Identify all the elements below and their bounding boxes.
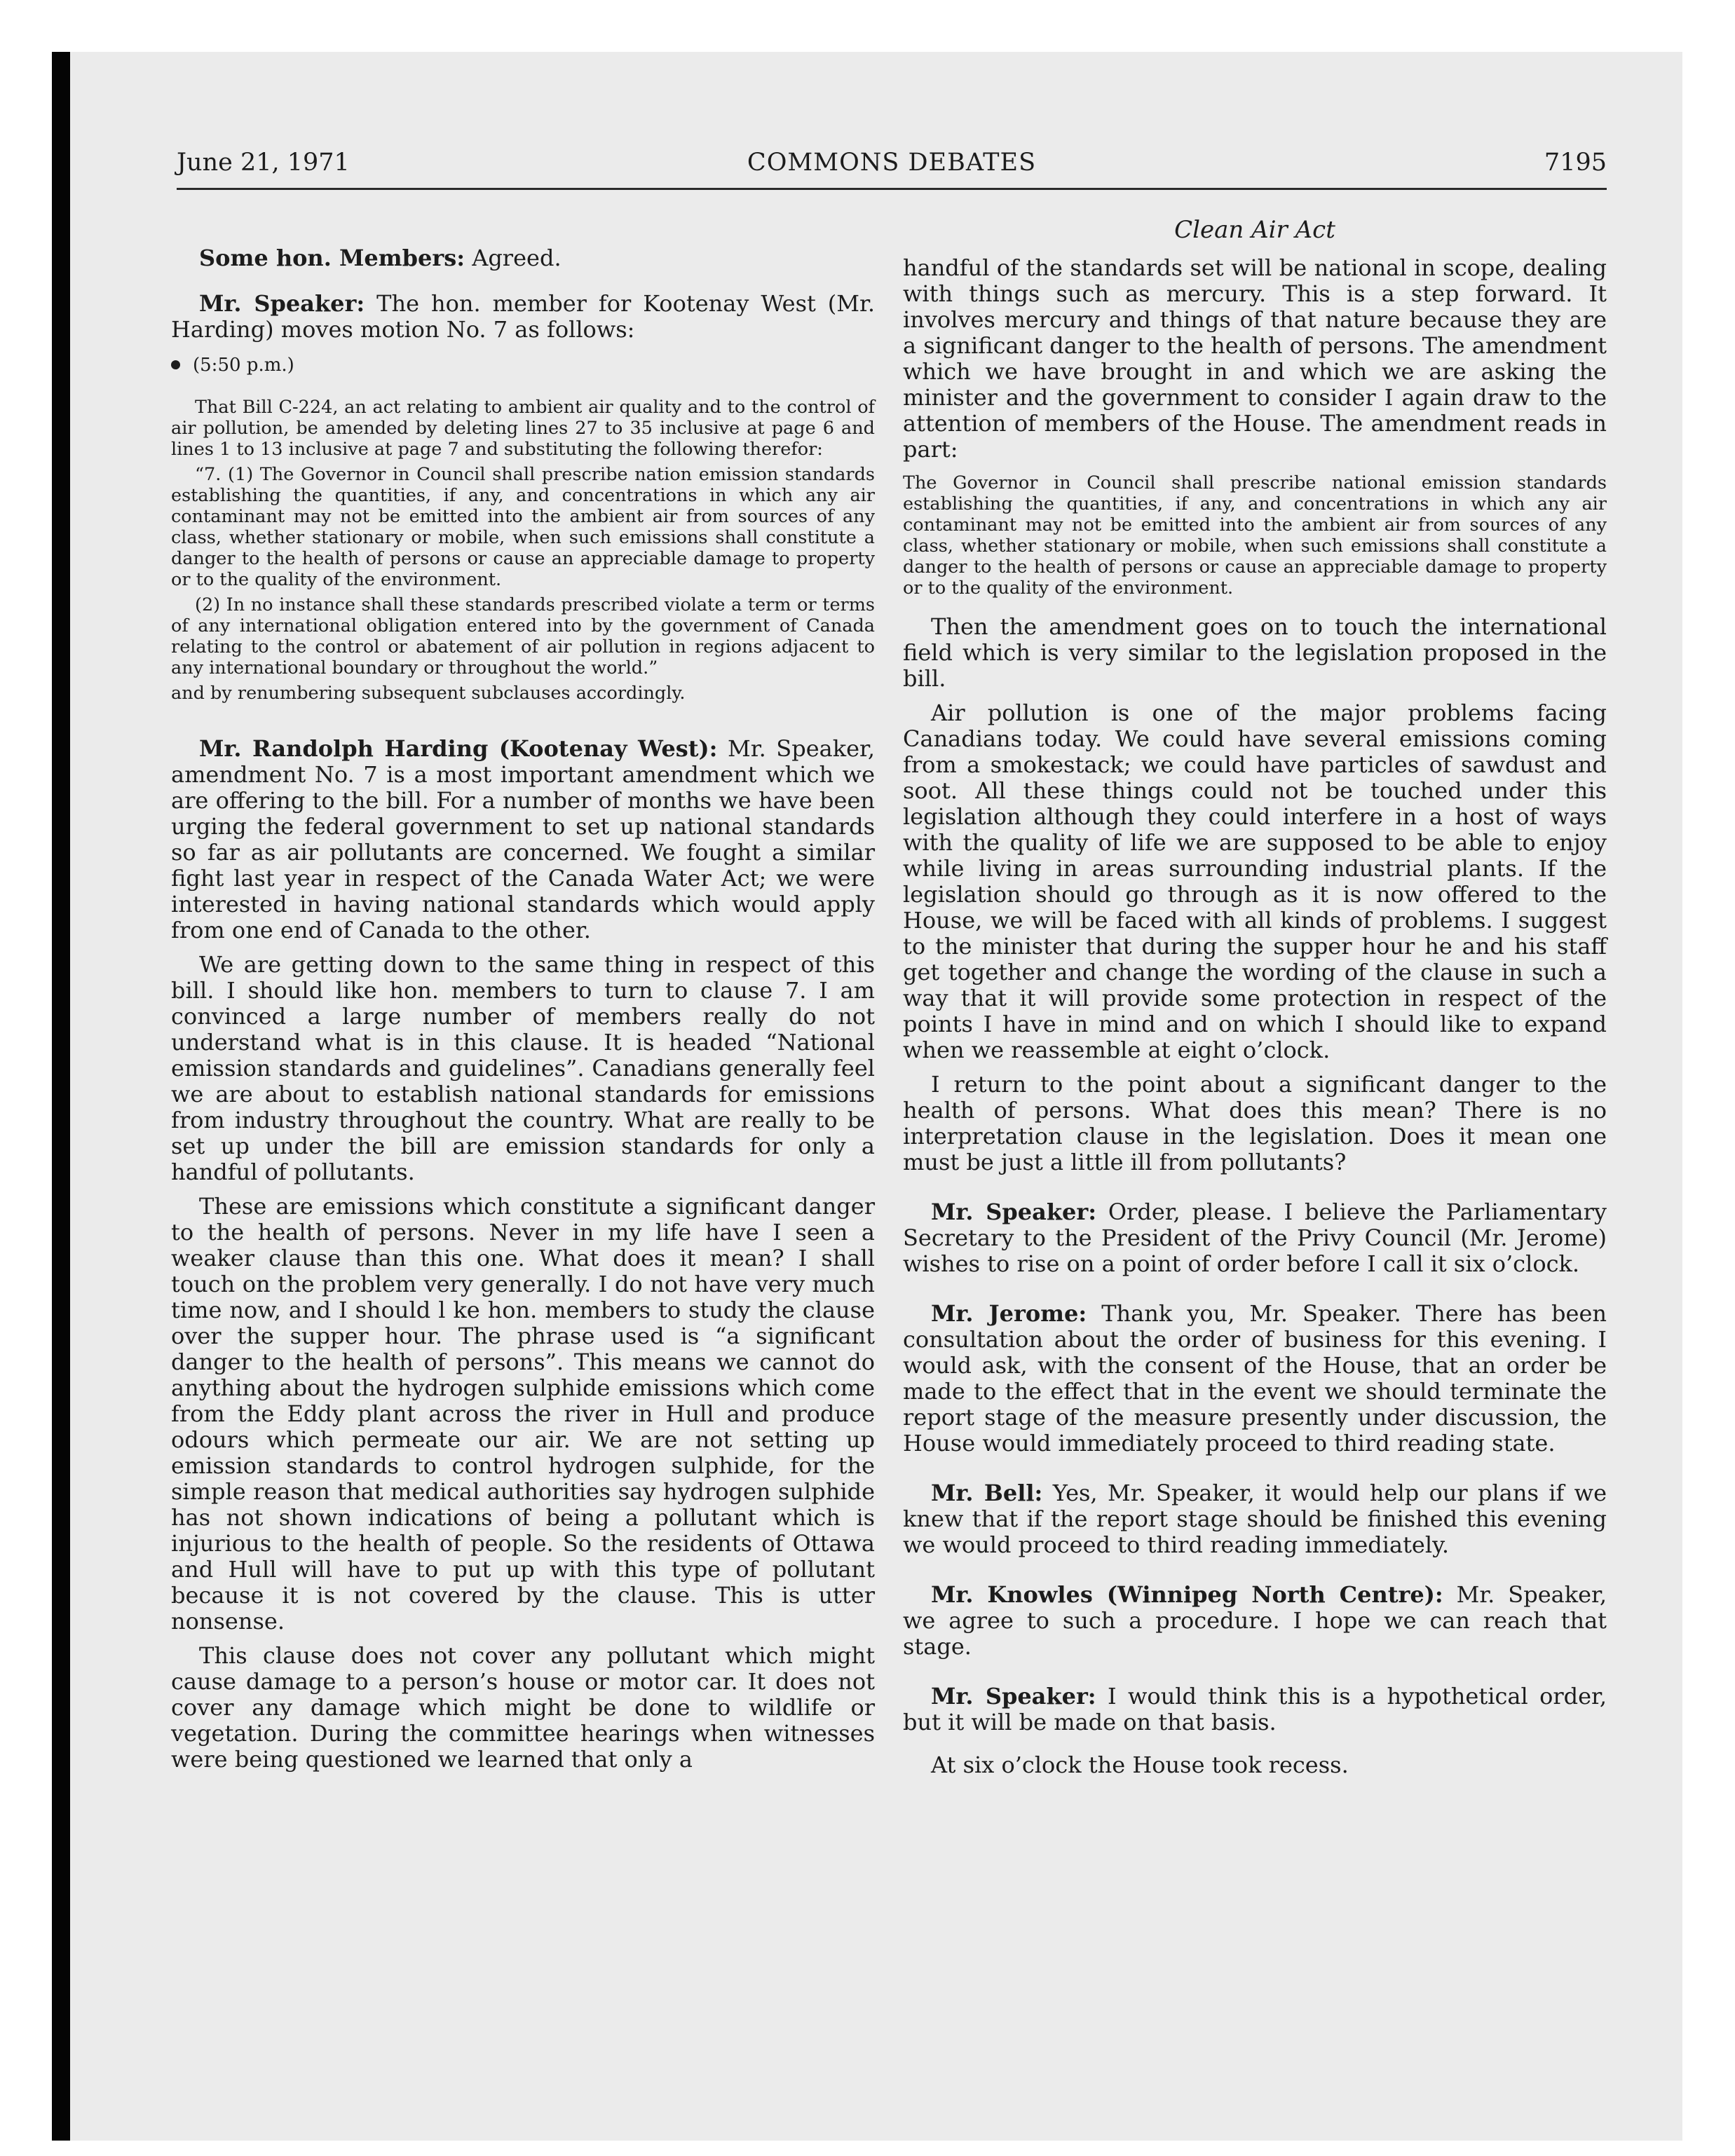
speaker-name: Mr. Knowles (Winnipeg North Centre):	[931, 1581, 1443, 1608]
page-header	[177, 149, 1607, 190]
speaker-name: Some hon. Members:	[199, 245, 465, 271]
paragraph	[903, 1301, 1607, 1456]
paragraph: This clause does not cover any pollutant which might cause damage to a person’s house or motor car. It does not cover any damage which might be done to wildlife or vegetation. During the committee hearings when witnesses were being questioned we learned that only a	[171, 1642, 875, 1773]
quoted-amendment: The Governor in Council shall prescribe national emission standards establishing the quantities, if any, and concentrations in which any air contaminant may not be emitted into the ambient air from sources of any class, whether stationary or mobile, when such emissions shall constitute a danger to the health of persons or cause an appreciable damage to property or to the quality of the environment.	[903, 472, 1607, 599]
paragraph	[903, 1480, 1607, 1558]
speaker-name: Mr. Speaker:	[199, 290, 365, 317]
speech-text: Thank you, Mr. Speaker. There has been consultation about the order of business for this evening. I would ask, with the consent of the House, that an order be made to the effect that in the event we should terminate the report stage of the measure presently under discussion, the House would immediately proceed to third reading state.	[903, 1300, 1607, 1456]
paragraph	[903, 1199, 1607, 1277]
paragraph: Air pollution is one of the major problems facing Canadians today. We could have several emissions coming from a smokestack; we could have particles of sawdust and soot. All these things could not be touched under this legislation although they could interfere in a host of ways with the quality of life we are supposed to be able to enjoy while living in areas surrounding industrial plants. If the legislation should go through as it is now offered to the House, we will be faced with all kinds of problems. I suggest to the minister that during the supper hour he and his staff get together and change the wording of the clause in such a way that it will provide some protection in respect of the points I have in mind and on which I should like to expand when we reassemble at eight o’clock.	[903, 700, 1607, 1063]
speech-text: Mr. Speaker, we agree to such a procedure. I hope we can reach that stage.	[903, 1581, 1607, 1660]
paragraph: We are getting down to the same thing in respect of this bill. I should like hon. members to turn to clause 7. I am convinced a large number of members really do not understand what is in this clause. It is headed “National emission standards and guidelines”. Canadians generally feel we are about to establish national standards for emissions from industry throughout the country. What are really to be set up under the bill are emission standards for only a handful of pollutants.	[171, 951, 875, 1185]
speaker-name: Mr. Randolph Harding (Kootenay West):	[199, 735, 718, 762]
speech-text: The hon. member for Kootenay West (Mr. Harding) moves motion No. 7 as follows:	[171, 290, 875, 343]
speech-text: Agreed.	[465, 245, 562, 271]
time-stamp	[171, 353, 875, 378]
paragraph	[171, 245, 875, 271]
header-date: June 21, 1971	[177, 149, 350, 177]
recess-note: At six o’clock the House took recess.	[931, 1752, 1349, 1778]
header-title: COMMONS DEBATES	[747, 149, 1037, 177]
paragraph: These are emissions which constitute a significant danger to the health of persons. Never in my life have I seen a weaker clause than this one. What does it mean? I shall touch on the problem very generally. I do not have very much time now, and I should l ke hon. members to study the clause over the supper hour. The phrase used is “a significant danger to the health of persons”. This means we cannot do anything about the hydrogen sulphide emissions which come from the Eddy plant across the river in Hull and produce odours which permeate our air. We are not setting up emission standards to control hydrogen sulphide, for the simple reason that medical authorities say hydrogen sulphide has not shown indications of being a pollutant which is injurious to the health of people. So the residents of Ottawa and Hull will have to put up with this type of pollutant because it is not covered by the clause. This is utter nonsense.	[171, 1193, 875, 1635]
motion-text: That Bill C-224, an act relating to ambient air quality and to the control of air pollution, be amended by deleting lines 27 to 35 inclusive at page 6 and lines 1 to 13 inclusive at page 7 and substituting the following therefor:	[171, 397, 875, 460]
time-text: (5:50 p.m.)	[193, 355, 294, 376]
paragraph	[903, 1684, 1607, 1735]
paragraph: Then the amendment goes on to touch the international field which is very similar to the legislation proposed in the bill.	[903, 613, 1607, 692]
paragraph: handful of the standards set will be national in scope, dealing with things such as mercury. This is a step forward. It involves mercury and things of that nature because they are a significant danger to the health of persons. The amendment which we have brought in and which we are asking the minister and the government to consider I again draw to the attention of members of the House. The amendment reads in part:	[903, 254, 1607, 463]
speech-text: Order, please. I believe the Parliamentary Secretary to the President of the Privy Council (Mr. Jerome) wishes to rise on a point of order before I call it six o’clock.	[903, 1199, 1607, 1277]
speaker-name: Mr. Speaker:	[931, 1199, 1097, 1225]
left-column	[171, 245, 875, 1773]
motion-text: and by renumbering subsequent subclauses accordingly.	[171, 683, 686, 704]
speech-text: Mr. Speaker, amendment No. 7 is a most important amendment which we are offering to the bill. For a number of months we have been urging the federal government to set up national standards so far as air pollutants are concerned. We fought a similar fight last year in respect of the Canada Water Act; we were interested in having national standards which would apply from one end of Canada to the other.	[171, 735, 876, 943]
paragraph	[903, 1582, 1607, 1660]
motion-text: (2) In no instance shall these standards prescribed violate a term or terms of any international obligation entered into by the government of Canada relating to the control or abatement of air pollution in regions adjacent to any international boundary or throughout the world.”	[171, 594, 875, 678]
binding-edge	[52, 52, 70, 2141]
motion-text: “7. (1) The Governor in Council shall prescribe nation emission standards establishing the quantities, if any, and concentrations in which any air contaminant may not be emitted into the ambient air from sources of any class, whether stationary or mobile, when such emissions shall constitute a danger to the health of persons or cause an appreciable damage to property or to the quality of the environment.	[171, 464, 875, 590]
page-number: 7195	[1544, 149, 1607, 177]
paragraph: I return to the point about a significant danger to the health of persons. What does this mean? There is no interpretation clause in the legislation. Does it mean one must be just a little ill from pollutants?	[903, 1071, 1607, 1175]
bullet-icon	[171, 360, 180, 369]
speaker-name: Mr. Speaker:	[931, 1683, 1096, 1710]
paragraph	[171, 736, 875, 943]
right-column	[903, 255, 1607, 1778]
speech-text: I would think this is a hypothetical order, but it will be made on that basis.	[903, 1683, 1607, 1735]
running-head: Clean Air Act	[1174, 216, 1335, 244]
speaker-name: Mr. Jerome:	[931, 1300, 1087, 1327]
paragraph	[171, 291, 875, 343]
speech-text: Yes, Mr. Speaker, it would help our plans if we knew that if the report stage should be finished this evening we would proceed to third reading immediately.	[903, 1480, 1607, 1558]
speaker-name: Mr. Bell:	[931, 1480, 1043, 1506]
